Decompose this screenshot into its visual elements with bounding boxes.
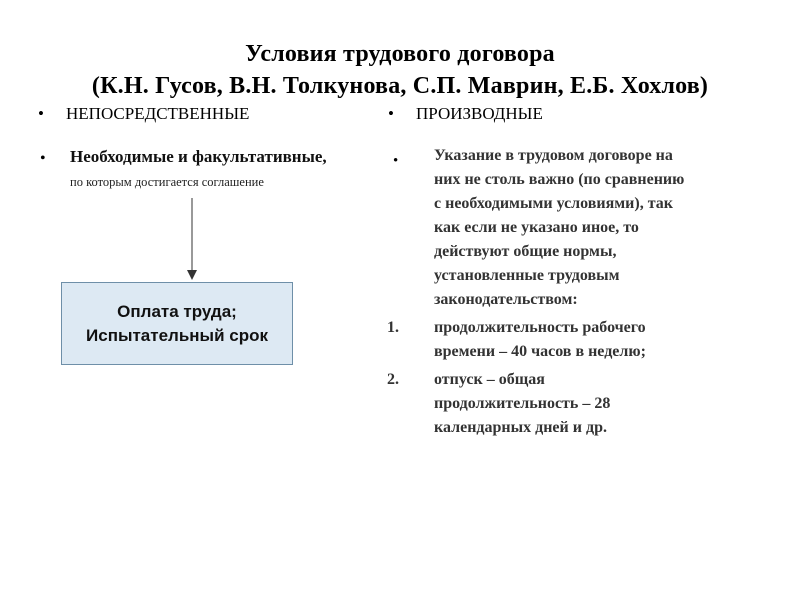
bullet-icon: • (40, 150, 46, 167)
down-arrow-icon (180, 196, 204, 286)
right-para-line: них не столь важно (по сравнению (434, 171, 685, 188)
right-para-line: с необходимыми условиями), так (434, 195, 673, 212)
list-number: 1. (387, 319, 399, 336)
list-item-line: продолжительность – 28 (434, 395, 611, 412)
right-paragraph (434, 144, 764, 312)
list-item-line: времени – 40 часов в неделю; (434, 343, 646, 360)
list-item (434, 368, 610, 440)
conditions-box (61, 282, 293, 365)
box-line-1: Оплата труда; (117, 301, 237, 321)
title-line-2: (К.Н. Гусов, В.Н. Толкунова, С.П. Маврин, Е.Б. Хохлов) (91, 73, 709, 99)
list-number: 2. (387, 371, 399, 388)
bullet-icon: • (38, 104, 44, 123)
bullet-icon: • (393, 153, 399, 169)
right-heading-text: ПРОИЗВОДНЫЕ (416, 104, 543, 123)
list-item-line: календарных дней и др. (434, 419, 607, 436)
right-para-line: как если не указано иное, то (434, 219, 639, 236)
left-bullet-subtext: по которым достигается соглашение (70, 175, 264, 189)
left-heading-text: НЕПОСРЕДСТВЕННЫЕ (66, 104, 250, 123)
list-item-line: продолжительность рабочего (434, 319, 646, 336)
box-line-2: Испытательный срок (86, 325, 268, 345)
title-line-1: Условия трудового договора (245, 41, 555, 67)
right-para-line: установленные трудовым (434, 267, 620, 284)
right-para-line: Указание в трудовом договоре на (434, 147, 673, 164)
bullet-icon: • (388, 104, 394, 123)
left-bullet-text: Необходимые и факультативные, (70, 147, 327, 166)
list-item-line: отпуск – общая (434, 371, 545, 388)
slide-title (0, 38, 800, 102)
right-para-line: действуют общие нормы, (434, 243, 617, 260)
list-item (434, 316, 646, 364)
right-para-line: законодательством: (434, 291, 578, 308)
